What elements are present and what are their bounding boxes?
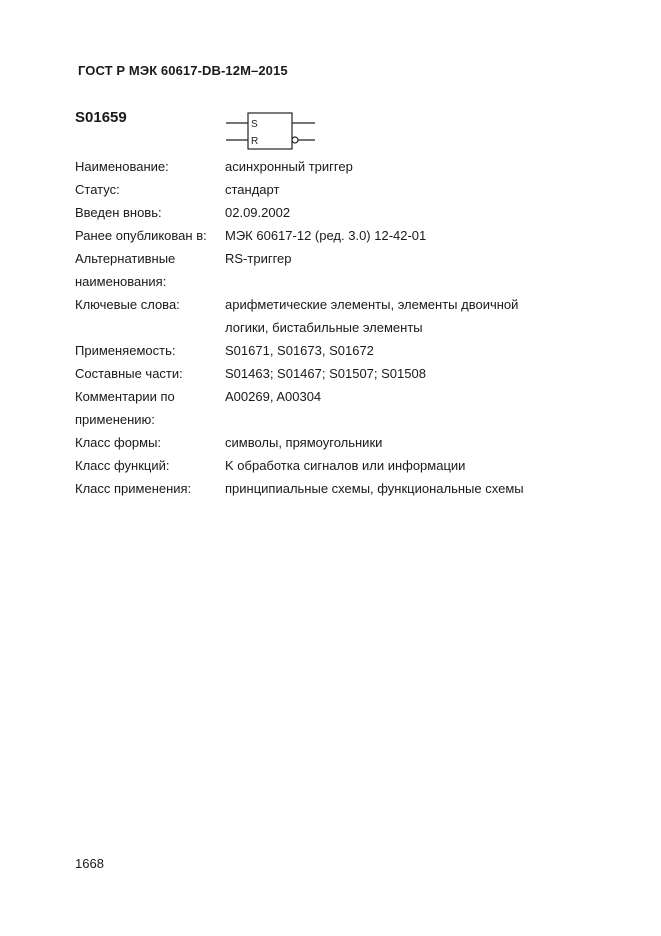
field-label: Альтернативные [75, 251, 176, 266]
field-row [75, 247, 595, 270]
entry-fields [75, 155, 595, 500]
field-label: Класс функций: [75, 458, 170, 473]
field-value: логики, бистабильные элементы [225, 320, 423, 335]
page-number: 1668 [75, 856, 104, 871]
field-row [75, 201, 595, 224]
entry-code: S01659 [75, 109, 127, 126]
field-row [75, 454, 595, 477]
field-row [75, 339, 595, 362]
symbol-input-r: R [251, 136, 259, 147]
field-row [75, 431, 595, 454]
field-row [75, 362, 595, 385]
field-label: Ранее опубликован в: [75, 228, 207, 243]
field-label: Комментарии по [75, 389, 175, 404]
field-label: Применяемость: [75, 343, 176, 358]
field-value: RS-триггер [225, 251, 292, 266]
field-label: наименования: [75, 274, 167, 289]
field-label: Составные части: [75, 366, 183, 381]
field-row [75, 293, 595, 316]
field-row [75, 224, 595, 247]
field-row [75, 385, 595, 408]
field-label: Введен вновь: [75, 205, 162, 220]
field-value [225, 270, 595, 293]
field-row [75, 178, 595, 201]
field-label: Наименование: [75, 159, 169, 174]
field-value: S01463; S01467; S01507; S01508 [225, 366, 426, 381]
field-value: A00269, A00304 [225, 389, 322, 404]
field-value: асинхронный триггер [225, 159, 353, 174]
field-value: принципиальные схемы, функциональные схемы [225, 481, 524, 496]
field-value: стандарт [225, 182, 280, 197]
field-value [225, 408, 595, 431]
field-value: 02.09.2002 [225, 205, 291, 220]
field-label: Класс формы: [75, 435, 162, 450]
rs-flipflop-symbol-icon [222, 108, 322, 154]
field-value: МЭК 60617-12 (ред. 3.0) 12-42-01 [225, 228, 427, 243]
symbol-input-s: S [251, 119, 258, 130]
field-label: применению: [75, 412, 155, 427]
field-value: K обработка сигналов или информации [225, 458, 466, 473]
field-value: арифметические элементы, элементы двоичной [225, 297, 519, 312]
field-value: S01671, S01673, S01672 [225, 343, 374, 358]
field-label [75, 316, 225, 339]
field-label: Ключевые слова: [75, 297, 180, 312]
field-value: символы, прямоугольники [225, 435, 383, 450]
field-row [75, 155, 595, 178]
field-label: Класс применения: [75, 481, 192, 496]
field-row [75, 316, 595, 339]
field-label: Статус: [75, 182, 120, 197]
document-header: ГОСТ Р МЭК 60617-DB-12M–2015 [78, 63, 288, 78]
field-row [75, 270, 595, 293]
field-row [75, 408, 595, 431]
field-row [75, 477, 595, 500]
